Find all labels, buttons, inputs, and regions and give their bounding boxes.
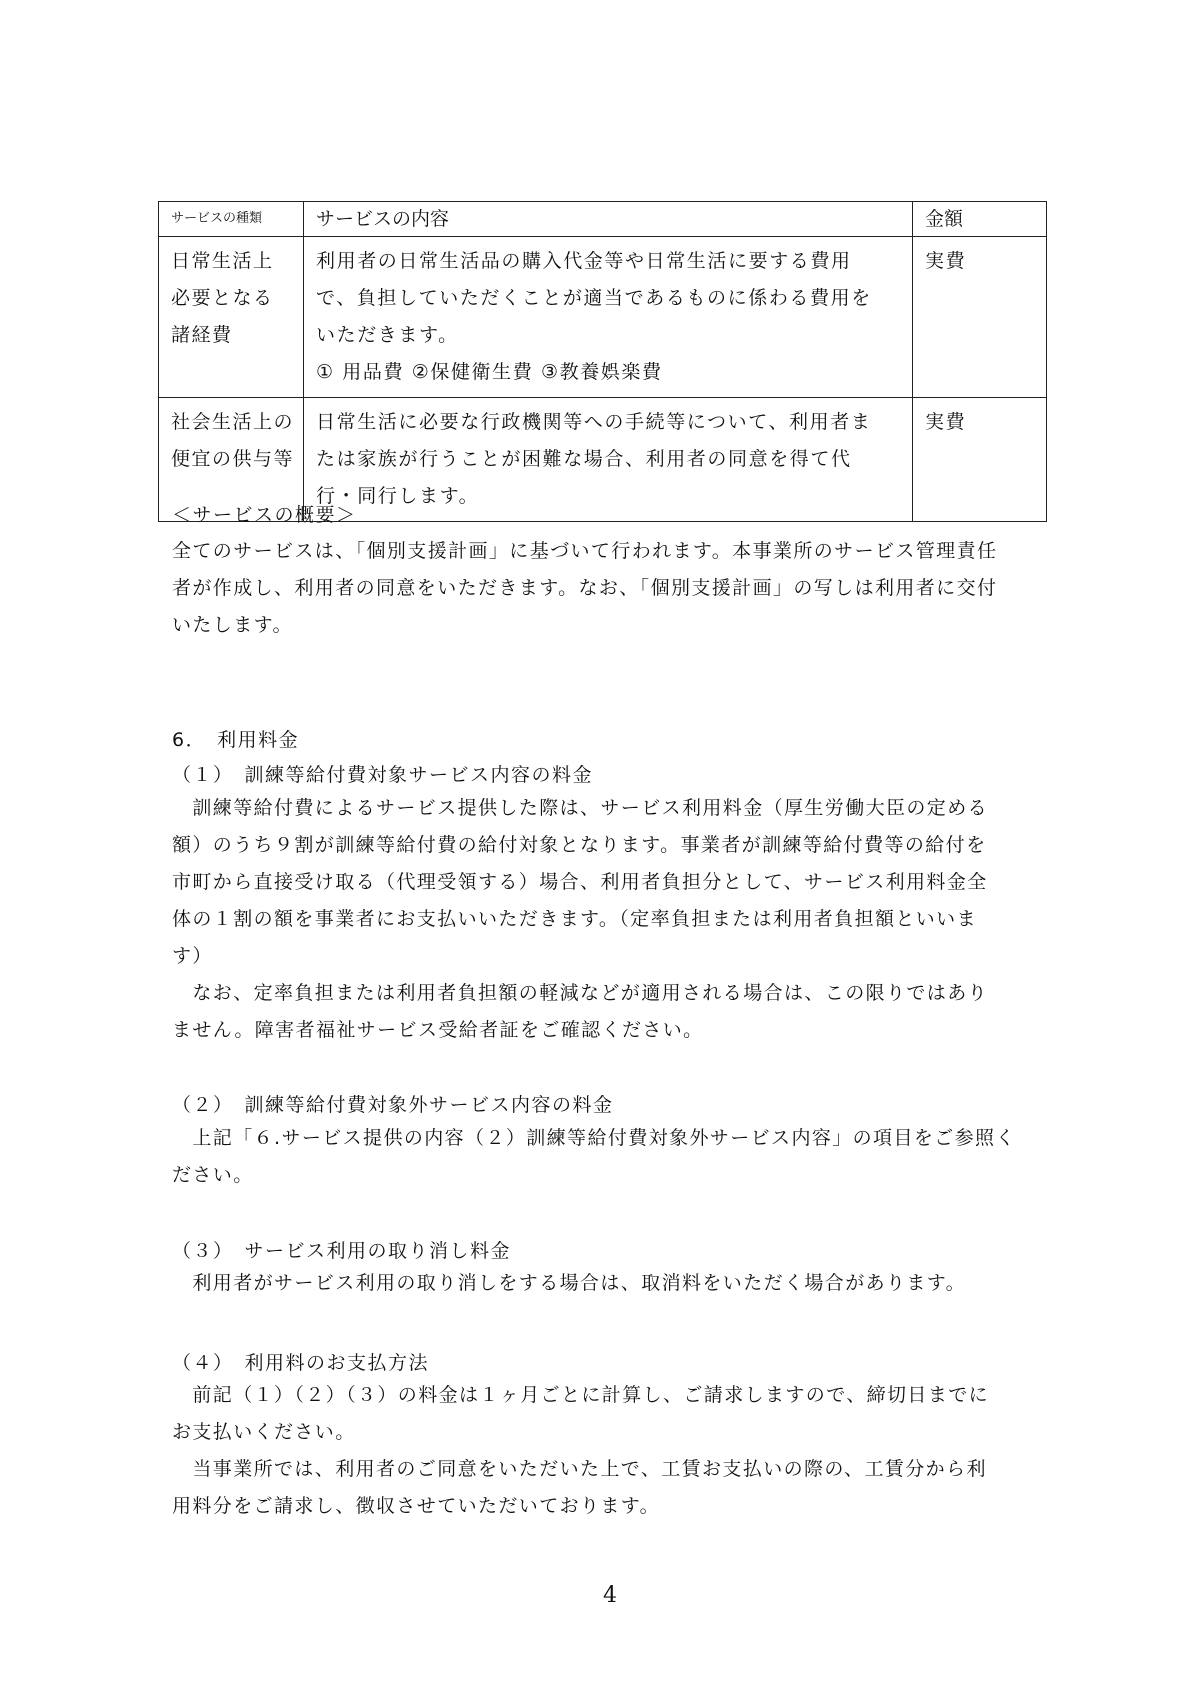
paragraph-line: お支払いください。 — [172, 1421, 356, 1443]
service-content-line: で、負担していただくことが適当であるものに係わる費用を — [316, 287, 872, 309]
reference-paragraph — [172, 1120, 1042, 1194]
paragraph-line: す） — [172, 945, 213, 967]
paragraph-line: 用料分をご請求し、徴収させていただいております。 — [172, 1495, 661, 1517]
page-number: 4 — [603, 1583, 617, 1608]
service-content-line: 行・同行します。 — [316, 485, 480, 507]
overview-heading: ＜サービスの概要＞ — [172, 504, 357, 526]
service-type-line: 便宜の供与等 — [171, 448, 295, 470]
paragraph-line: 額）のうち９割が訓練等給付費の給付対象となります。事業者が訓練等給付費等の給付を — [172, 834, 987, 856]
service-content-line: 利用者の日常生活品の購入代金等や日常生活に要する費用 — [316, 250, 852, 272]
paragraph-line: 前記（１）（２）（３）の料金は１ヶ月ごとに計算し、ご請求しますので、締切日までに — [172, 1384, 990, 1406]
fee-paragraph — [172, 790, 1042, 1049]
paragraph-line: 者が作成し、利用者の同意をいただきます。なお、「個別支援計画」の写しは利用者に交付 — [172, 577, 998, 599]
service-content-cell — [304, 398, 913, 522]
service-content-line: 日常生活に必要な行政機関等への手続等について、利用者ま — [316, 411, 872, 433]
amount-cell: 実費 — [913, 398, 1047, 522]
table-header-row — [159, 202, 1047, 237]
header-amount: 金額 — [913, 202, 1047, 237]
subsection-heading: （２） 訓練等給付費対象外サービス内容の料金 — [172, 1094, 614, 1116]
table-row — [159, 237, 1047, 398]
paragraph-line: いたします。 — [172, 614, 293, 636]
paragraph-line: 訓練等給付費によるサービス提供した際は、サービス利用料金（厚生労働大臣の定める — [172, 797, 989, 819]
paragraph-line: 上記「６.サービス提供の内容（２）訓練等給付費対象外サービス内容」の項目をご参照く — [172, 1127, 1016, 1149]
amount-cell: 実費 — [913, 237, 1047, 398]
header-service-type: サービスの種類 — [159, 202, 304, 237]
service-content-line: たは家族が行うことが困難な場合、利用者の同意を得て代 — [316, 448, 852, 470]
subsection-heading: （４） 利用料のお支払方法 — [172, 1352, 430, 1374]
service-type-line: 諸経費 — [171, 324, 233, 346]
subsection-heading: （１） 訓練等給付費対象サービス内容の料金 — [172, 764, 594, 786]
paragraph-line: 当事業所では、利用者のご同意をいただいた上で、工賃お支払いの際の、工賃分から利 — [172, 1458, 987, 1480]
service-content-line: ① 用品費 ②保健衛生費 ③教養娯楽費 — [316, 361, 663, 383]
paragraph-line: 体の１割の額を事業者にお支払いいただきます。（定率負担または利用者負担額といいま — [172, 908, 977, 930]
paragraph-line: なお、定率負担または利用者負担額の軽減などが適用される場合は、この限りではあり — [172, 982, 989, 1004]
header-service-content: サービスの内容 — [304, 202, 913, 237]
overview-paragraph — [172, 533, 1042, 644]
section-heading: 6． 利用料金 — [172, 729, 300, 751]
service-type-cell — [159, 237, 304, 398]
service-type-line: 社会生活上の — [171, 411, 295, 433]
paragraph-line: 市町から直接受け取る（代理受領する）場合、利用者負担分として、サービス利用料金全 — [172, 871, 988, 893]
service-content-cell — [304, 237, 913, 398]
service-type-line: 必要となる — [171, 287, 274, 309]
service-table — [158, 201, 1047, 522]
paragraph-line: 利用者がサービス利用の取り消しをする場合は、取消料をいただく場合があります。 — [172, 1272, 967, 1294]
service-content-line: いただきます。 — [316, 324, 459, 346]
payment-paragraph — [172, 1377, 1042, 1525]
paragraph-line: ださい。 — [172, 1164, 254, 1186]
cancellation-paragraph — [172, 1265, 1042, 1302]
service-type-line: 日常生活上 — [171, 250, 274, 272]
paragraph-line: ません。障害者福祉サービス受給者証をご確認ください。 — [172, 1019, 704, 1041]
paragraph-line: 全てのサービスは、「個別支援計画」に基づいて行われます。本事業所のサービス管理責任 — [172, 540, 998, 562]
subsection-heading: （３） サービス利用の取り消し料金 — [172, 1240, 512, 1262]
